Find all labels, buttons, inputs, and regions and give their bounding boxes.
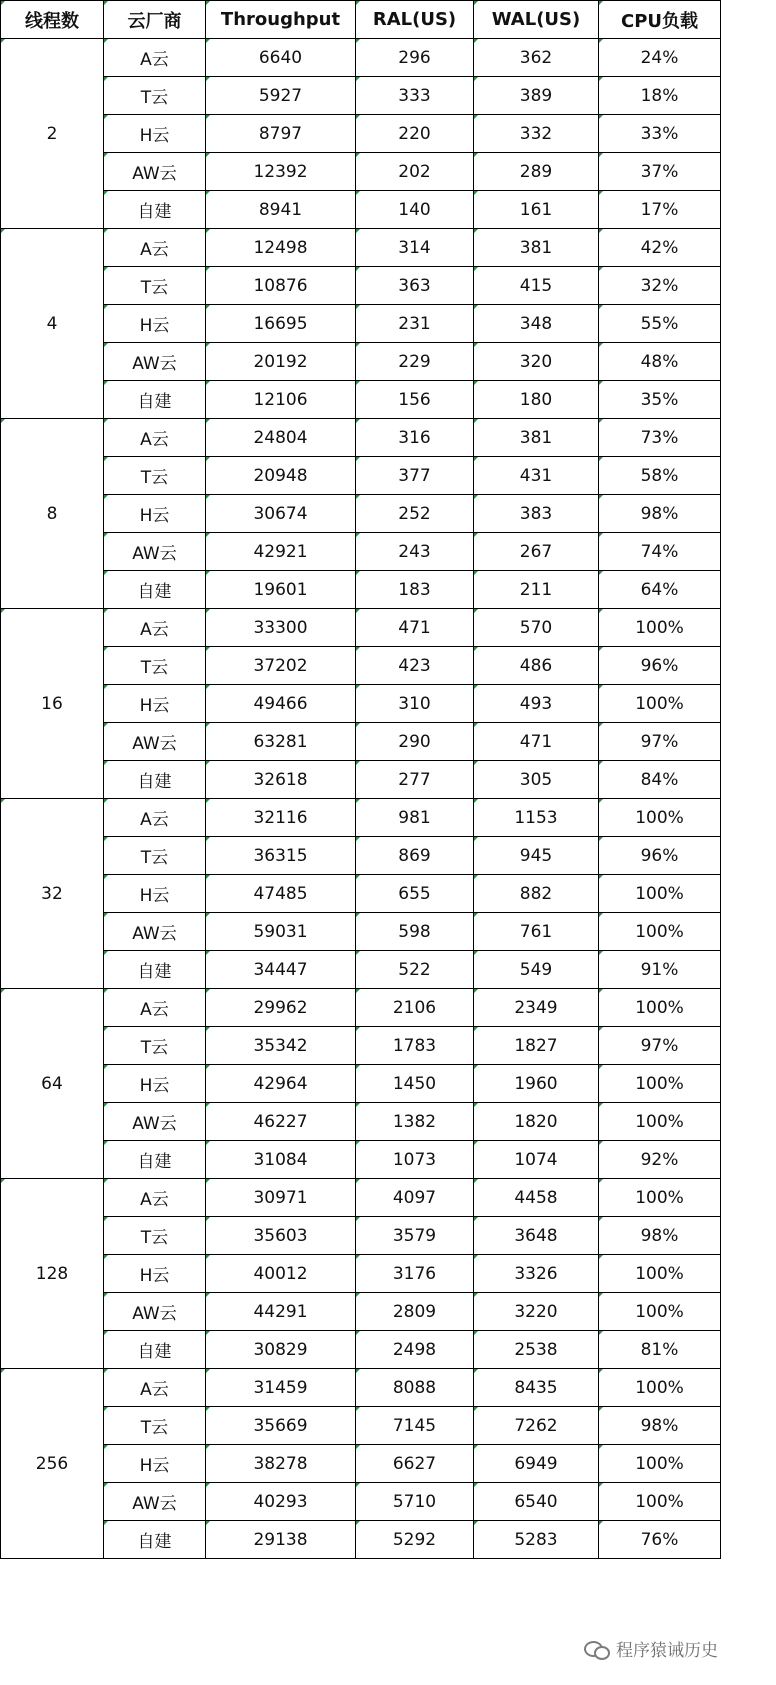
cell-threads: 4 [1,229,104,419]
cell-vendor: T云 [104,1027,206,1065]
cell-vendor: 自建 [104,571,206,609]
table-row [1,533,721,571]
cell-cpu: 100% [599,989,721,1027]
table-row [1,1141,721,1179]
cell-cpu: 37% [599,153,721,191]
cell-vendor: A云 [104,799,206,837]
cell-wal: 2538 [474,1331,599,1369]
cell-ral: 333 [356,77,474,115]
table-row [1,571,721,609]
cell-throughput: 46227 [206,1103,356,1141]
cell-wal: 486 [474,647,599,685]
table-row [1,1445,721,1483]
cell-wal: 5283 [474,1521,599,1559]
table-row [1,1407,721,1445]
cell-cpu: 100% [599,875,721,913]
cell-ral: 243 [356,533,474,571]
cell-throughput: 59031 [206,913,356,951]
header-row [1,1,721,39]
cell-wal: 289 [474,153,599,191]
cell-throughput: 8797 [206,115,356,153]
cell-vendor: 自建 [104,1331,206,1369]
cell-vendor: AW云 [104,913,206,951]
cell-ral: 7145 [356,1407,474,1445]
table-row [1,1369,721,1407]
cell-ral: 252 [356,495,474,533]
cell-throughput: 29138 [206,1521,356,1559]
cell-ral: 1073 [356,1141,474,1179]
cell-cpu: 97% [599,1027,721,1065]
cell-wal: 4458 [474,1179,599,1217]
cell-wal: 211 [474,571,599,609]
cell-cpu: 100% [599,1103,721,1141]
cell-cpu: 73% [599,419,721,457]
header-wal: WAL(US) [474,1,599,39]
table-row [1,1217,721,1255]
cell-throughput: 35603 [206,1217,356,1255]
cell-wal: 1960 [474,1065,599,1103]
cell-cpu: 74% [599,533,721,571]
cell-wal: 431 [474,457,599,495]
cell-throughput: 20192 [206,343,356,381]
cell-ral: 277 [356,761,474,799]
cell-ral: 3579 [356,1217,474,1255]
cell-cpu: 96% [599,837,721,875]
cell-vendor: A云 [104,609,206,647]
cell-wal: 3220 [474,1293,599,1331]
cell-vendor: A云 [104,1179,206,1217]
table-row [1,723,721,761]
cell-ral: 869 [356,837,474,875]
table-row [1,647,721,685]
cell-throughput: 8941 [206,191,356,229]
cell-throughput: 37202 [206,647,356,685]
cell-wal: 383 [474,495,599,533]
cell-wal: 348 [474,305,599,343]
cell-cpu: 100% [599,1179,721,1217]
cell-throughput: 6640 [206,39,356,77]
cell-throughput: 12498 [206,229,356,267]
cell-wal: 381 [474,229,599,267]
cell-wal: 180 [474,381,599,419]
cell-wal: 415 [474,267,599,305]
cell-ral: 2106 [356,989,474,1027]
cell-ral: 140 [356,191,474,229]
cell-throughput: 19601 [206,571,356,609]
table-row [1,799,721,837]
cell-threads: 16 [1,609,104,799]
cell-ral: 316 [356,419,474,457]
table-row [1,305,721,343]
cell-cpu: 17% [599,191,721,229]
cell-wal: 267 [474,533,599,571]
cell-throughput: 40012 [206,1255,356,1293]
cell-ral: 290 [356,723,474,761]
cell-cpu: 96% [599,647,721,685]
header-cpu: CPU负载 [599,1,721,39]
cell-ral: 598 [356,913,474,951]
cell-cpu: 98% [599,1217,721,1255]
cell-ral: 1450 [356,1065,474,1103]
cell-wal: 362 [474,39,599,77]
cell-threads: 32 [1,799,104,989]
cell-vendor: T云 [104,1217,206,1255]
cell-wal: 161 [474,191,599,229]
cell-cpu: 84% [599,761,721,799]
cell-cpu: 97% [599,723,721,761]
header-ral: RAL(US) [356,1,474,39]
cell-cpu: 35% [599,381,721,419]
cell-throughput: 12106 [206,381,356,419]
table-body [1,39,721,1559]
cell-ral: 229 [356,343,474,381]
cell-cpu: 100% [599,609,721,647]
cell-cpu: 100% [599,1369,721,1407]
cell-wal: 945 [474,837,599,875]
cell-ral: 1382 [356,1103,474,1141]
cell-vendor: 自建 [104,191,206,229]
cell-cpu: 32% [599,267,721,305]
wechat-icon [584,1639,610,1659]
table-row [1,837,721,875]
cell-throughput: 5927 [206,77,356,115]
cell-cpu: 100% [599,1483,721,1521]
cell-throughput: 10876 [206,267,356,305]
cell-vendor: H云 [104,875,206,913]
table-row [1,115,721,153]
cell-vendor: H云 [104,685,206,723]
cell-ral: 1783 [356,1027,474,1065]
cell-vendor: A云 [104,989,206,1027]
table-row [1,343,721,381]
cell-wal: 6540 [474,1483,599,1521]
cell-throughput: 30971 [206,1179,356,1217]
cell-vendor: T云 [104,837,206,875]
table-row [1,229,721,267]
cell-throughput: 20948 [206,457,356,495]
cell-vendor: H云 [104,495,206,533]
cell-throughput: 31459 [206,1369,356,1407]
cell-cpu: 100% [599,1255,721,1293]
cell-wal: 1153 [474,799,599,837]
cell-throughput: 24804 [206,419,356,457]
table-row [1,1483,721,1521]
cell-vendor: A云 [104,39,206,77]
cell-wal: 570 [474,609,599,647]
cell-throughput: 38278 [206,1445,356,1483]
table-row [1,267,721,305]
cell-vendor: AW云 [104,533,206,571]
cell-wal: 8435 [474,1369,599,1407]
cell-cpu: 64% [599,571,721,609]
table-row [1,989,721,1027]
cell-vendor: AW云 [104,343,206,381]
table-row [1,191,721,229]
cell-vendor: A云 [104,1369,206,1407]
cell-throughput: 63281 [206,723,356,761]
cell-throughput: 30829 [206,1331,356,1369]
cell-threads: 128 [1,1179,104,1369]
cell-cpu: 100% [599,1065,721,1103]
cell-cpu: 55% [599,305,721,343]
cell-ral: 2809 [356,1293,474,1331]
cell-vendor: 自建 [104,381,206,419]
table-row [1,913,721,951]
cell-ral: 377 [356,457,474,495]
cell-wal: 471 [474,723,599,761]
table-row [1,39,721,77]
cell-vendor: 自建 [104,1521,206,1559]
header-threads: 线程数 [1,1,104,39]
cell-ral: 471 [356,609,474,647]
cell-wal: 7262 [474,1407,599,1445]
cell-vendor: AW云 [104,1483,206,1521]
cell-cpu: 24% [599,39,721,77]
cell-throughput: 42921 [206,533,356,571]
table-row [1,153,721,191]
cell-cpu: 100% [599,685,721,723]
cell-ral: 2498 [356,1331,474,1369]
cell-cpu: 81% [599,1331,721,1369]
header-vendor: 云厂商 [104,1,206,39]
cell-vendor: T云 [104,1407,206,1445]
cell-ral: 423 [356,647,474,685]
cell-cpu: 18% [599,77,721,115]
cell-throughput: 34447 [206,951,356,989]
cell-vendor: T云 [104,457,206,495]
cell-throughput: 32116 [206,799,356,837]
cell-wal: 761 [474,913,599,951]
cell-vendor: T云 [104,77,206,115]
cell-wal: 882 [474,875,599,913]
cell-vendor: A云 [104,229,206,267]
cell-ral: 183 [356,571,474,609]
cell-throughput: 12392 [206,153,356,191]
cell-throughput: 44291 [206,1293,356,1331]
table-row [1,1255,721,1293]
cell-vendor: H云 [104,1445,206,1483]
cell-vendor: T云 [104,647,206,685]
cell-ral: 8088 [356,1369,474,1407]
cell-ral: 4097 [356,1179,474,1217]
watermark [584,1636,718,1661]
cell-throughput: 40293 [206,1483,356,1521]
cell-ral: 655 [356,875,474,913]
table-row [1,951,721,989]
cell-vendor: AW云 [104,1293,206,1331]
table-row [1,875,721,913]
header-throughput: Throughput [206,1,356,39]
cell-vendor: 自建 [104,761,206,799]
cell-vendor: H云 [104,1255,206,1293]
cell-cpu: 100% [599,1445,721,1483]
table-row [1,1331,721,1369]
cell-wal: 3648 [474,1217,599,1255]
cell-ral: 5710 [356,1483,474,1521]
cell-cpu: 100% [599,799,721,837]
cell-throughput: 33300 [206,609,356,647]
table-row [1,1293,721,1331]
cell-wal: 1827 [474,1027,599,1065]
cell-threads: 2 [1,39,104,229]
cell-cpu: 58% [599,457,721,495]
cell-cpu: 100% [599,1293,721,1331]
cell-threads: 64 [1,989,104,1179]
cell-ral: 363 [356,267,474,305]
cell-threads: 256 [1,1369,104,1559]
cell-ral: 314 [356,229,474,267]
cell-vendor: AW云 [104,1103,206,1141]
cell-wal: 549 [474,951,599,989]
cell-wal: 320 [474,343,599,381]
cell-wal: 305 [474,761,599,799]
table-row [1,609,721,647]
cell-vendor: H云 [104,305,206,343]
cell-throughput: 29962 [206,989,356,1027]
cell-vendor: 自建 [104,951,206,989]
cell-wal: 332 [474,115,599,153]
cell-throughput: 35669 [206,1407,356,1445]
table-row [1,1027,721,1065]
watermark-text: 程序猿诫历史 [616,1641,718,1661]
table-row [1,419,721,457]
table-row [1,77,721,115]
cell-vendor: AW云 [104,723,206,761]
cell-ral: 156 [356,381,474,419]
cell-cpu: 48% [599,343,721,381]
cell-cpu: 100% [599,913,721,951]
cell-throughput: 32618 [206,761,356,799]
cell-ral: 310 [356,685,474,723]
cell-cpu: 91% [599,951,721,989]
cell-wal: 493 [474,685,599,723]
cell-threads: 8 [1,419,104,609]
cell-cpu: 98% [599,1407,721,1445]
table-row [1,1521,721,1559]
cell-vendor: H云 [104,1065,206,1103]
cell-vendor: A云 [104,419,206,457]
cell-wal: 3326 [474,1255,599,1293]
cell-ral: 5292 [356,1521,474,1559]
cell-throughput: 49466 [206,685,356,723]
table-row [1,495,721,533]
cell-vendor: 自建 [104,1141,206,1179]
table-row [1,1103,721,1141]
cell-cpu: 76% [599,1521,721,1559]
cell-throughput: 16695 [206,305,356,343]
cell-wal: 381 [474,419,599,457]
cell-throughput: 36315 [206,837,356,875]
cell-cpu: 42% [599,229,721,267]
cell-wal: 6949 [474,1445,599,1483]
cell-wal: 389 [474,77,599,115]
cell-ral: 296 [356,39,474,77]
table-row [1,761,721,799]
cell-ral: 220 [356,115,474,153]
cell-vendor: H云 [104,115,206,153]
cell-cpu: 92% [599,1141,721,1179]
cell-ral: 6627 [356,1445,474,1483]
cell-throughput: 47485 [206,875,356,913]
cell-ral: 231 [356,305,474,343]
cell-ral: 981 [356,799,474,837]
cell-cpu: 98% [599,495,721,533]
cell-ral: 522 [356,951,474,989]
table-row [1,457,721,495]
cell-wal: 1074 [474,1141,599,1179]
cell-wal: 1820 [474,1103,599,1141]
cell-wal: 2349 [474,989,599,1027]
cell-throughput: 31084 [206,1141,356,1179]
table-row [1,1179,721,1217]
cell-ral: 3176 [356,1255,474,1293]
cell-cpu: 33% [599,115,721,153]
cell-vendor: T云 [104,267,206,305]
cell-throughput: 35342 [206,1027,356,1065]
table-row [1,381,721,419]
cell-vendor: AW云 [104,153,206,191]
table-row [1,685,721,723]
cell-throughput: 30674 [206,495,356,533]
table-row [1,1065,721,1103]
cell-throughput: 42964 [206,1065,356,1103]
cell-ral: 202 [356,153,474,191]
